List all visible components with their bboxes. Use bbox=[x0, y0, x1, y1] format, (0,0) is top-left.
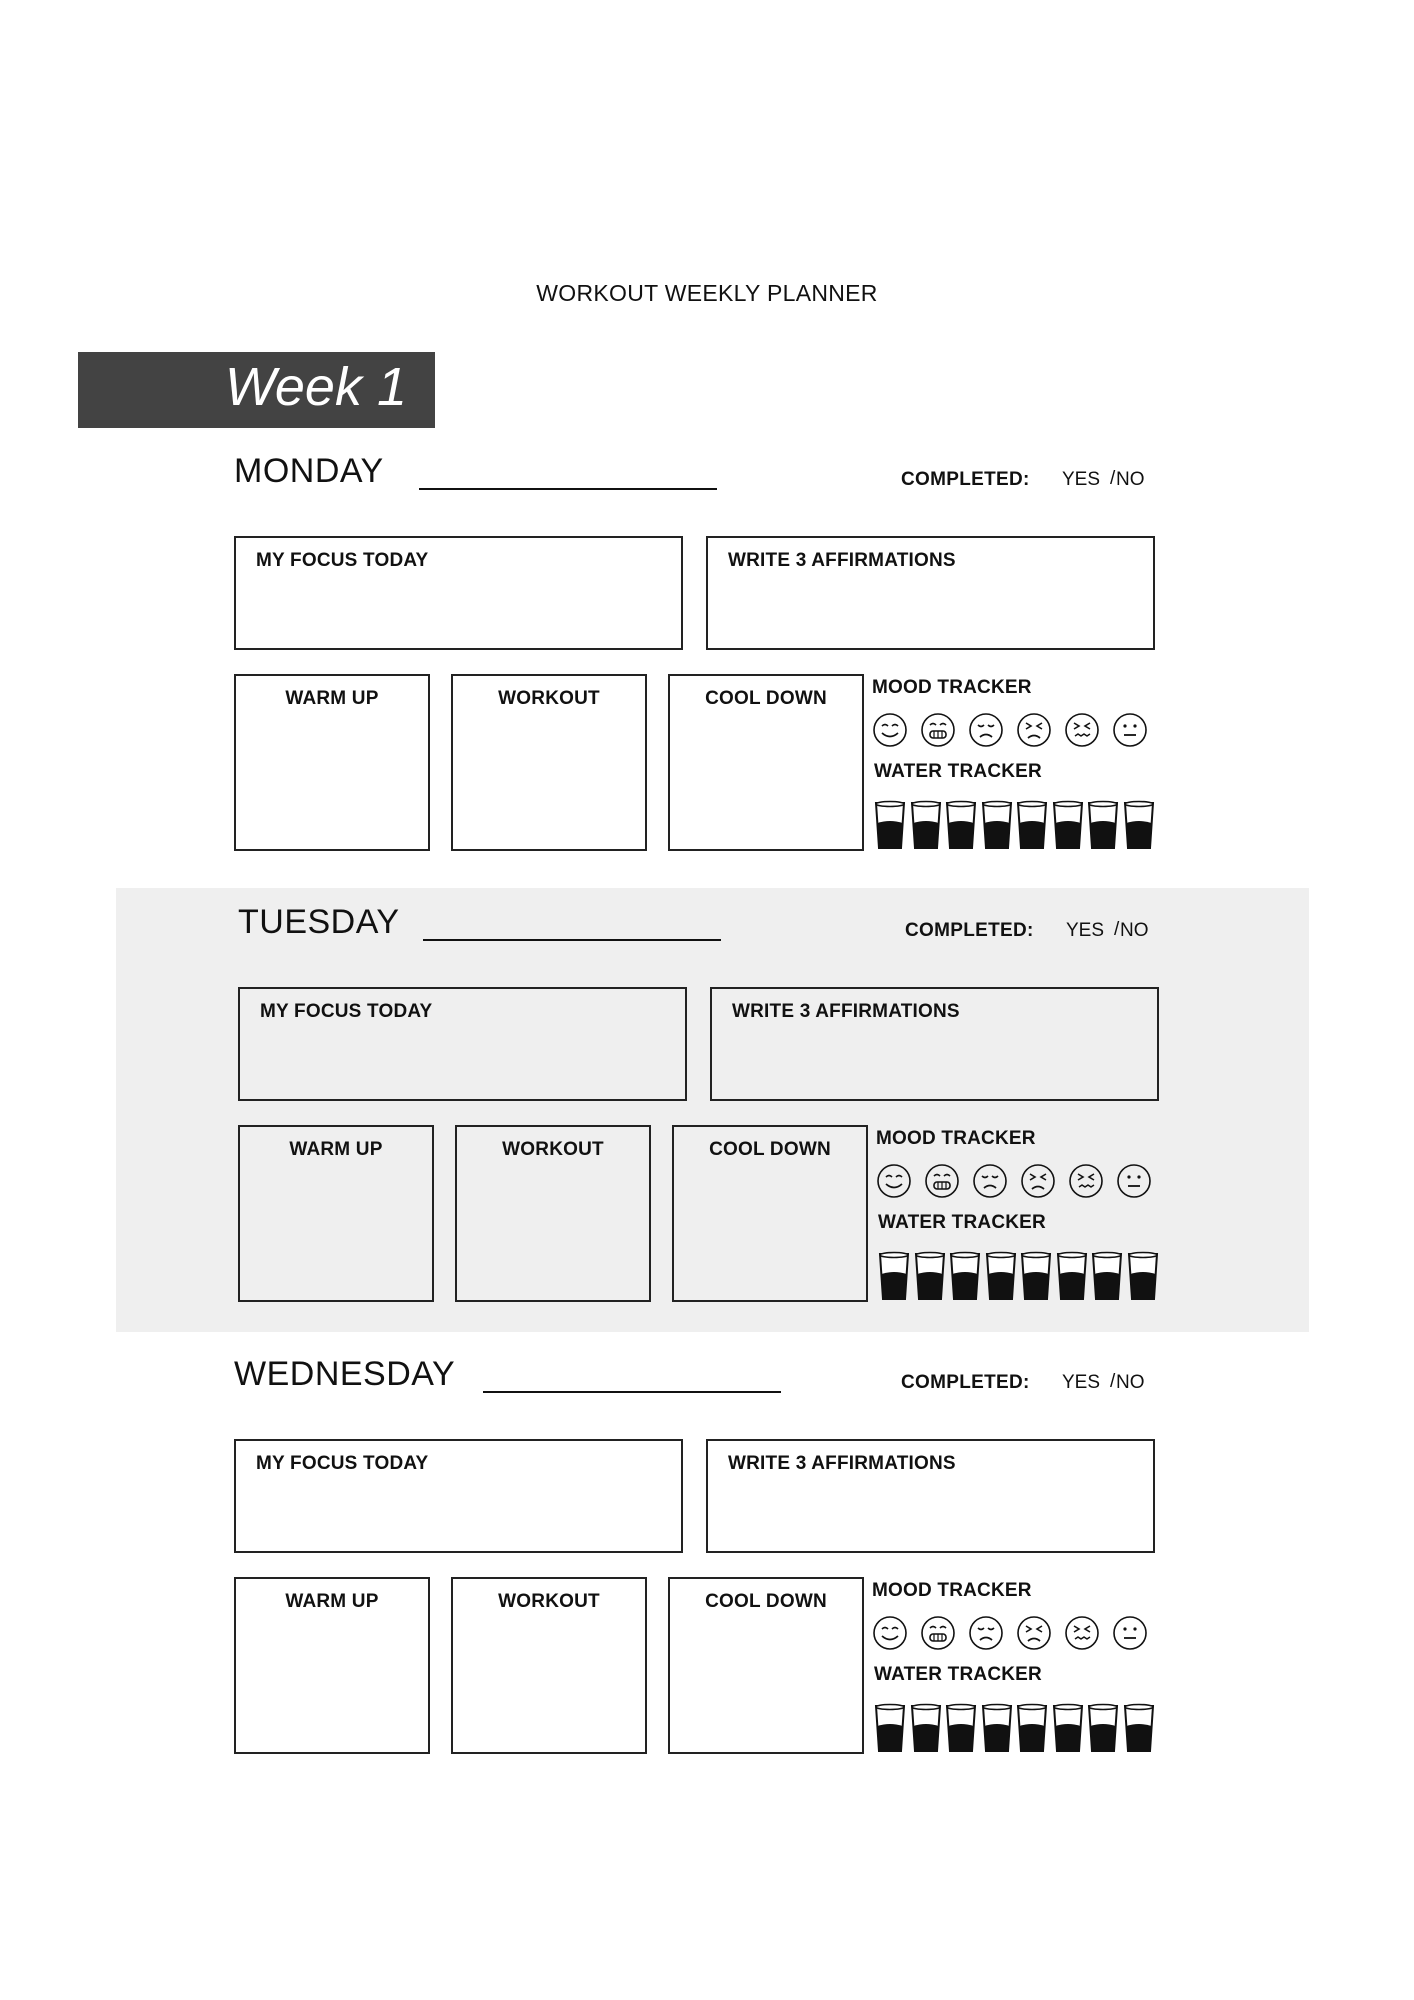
water-tracker bbox=[874, 799, 1164, 851]
day-name: WEDNESDAY bbox=[234, 1355, 456, 1393]
water-glass-icon[interactable] bbox=[1020, 1250, 1052, 1302]
grin-icon[interactable] bbox=[920, 1615, 956, 1651]
week-banner bbox=[78, 352, 435, 428]
warm-up-label: WARM UP bbox=[285, 688, 379, 709]
cool-down-label: COOL DOWN bbox=[709, 1139, 831, 1160]
completed-separator: / bbox=[1114, 919, 1120, 940]
day-section-monday bbox=[234, 452, 1194, 852]
water-tracker-label: WATER TRACKER bbox=[874, 761, 1042, 782]
cool-down-box[interactable] bbox=[668, 1577, 864, 1754]
day-section-wednesday bbox=[234, 1355, 1194, 1755]
water-glass-icon[interactable] bbox=[1052, 1702, 1084, 1754]
completed-separator: / bbox=[1110, 468, 1116, 489]
smile-icon[interactable] bbox=[872, 1615, 908, 1651]
sad-icon[interactable] bbox=[972, 1163, 1008, 1199]
cool-down-label: COOL DOWN bbox=[705, 1591, 827, 1612]
completed-no-option[interactable]: NO bbox=[1120, 920, 1149, 941]
water-glass-icon[interactable] bbox=[1052, 799, 1084, 851]
neutral-icon[interactable] bbox=[1112, 712, 1148, 748]
focus-label: MY FOCUS TODAY bbox=[256, 550, 429, 571]
completed-yes-option[interactable]: YES bbox=[1062, 1372, 1101, 1393]
water-glass-icon[interactable] bbox=[878, 1250, 910, 1302]
completed-yes-option[interactable]: YES bbox=[1066, 920, 1105, 941]
mood-tracker-label: MOOD TRACKER bbox=[872, 1580, 1032, 1601]
affirmations-box[interactable] bbox=[706, 1439, 1155, 1553]
focus-box[interactable] bbox=[234, 536, 683, 650]
water-glass-icon[interactable] bbox=[945, 1702, 977, 1754]
water-glass-icon[interactable] bbox=[985, 1250, 1017, 1302]
water-glass-icon[interactable] bbox=[945, 799, 977, 851]
smile-icon[interactable] bbox=[876, 1163, 912, 1199]
affirmations-label: WRITE 3 AFFIRMATIONS bbox=[728, 1453, 956, 1474]
planner-title: WORKOUT WEEKLY PLANNER bbox=[536, 280, 878, 306]
completed-label: COMPLETED: bbox=[901, 1372, 1030, 1393]
water-glass-icon[interactable] bbox=[1016, 1702, 1048, 1754]
water-tracker bbox=[878, 1250, 1168, 1302]
cool-down-label: COOL DOWN bbox=[705, 688, 827, 709]
completed-label: COMPLETED: bbox=[901, 469, 1030, 490]
squint-icon[interactable] bbox=[1064, 712, 1100, 748]
date-line[interactable] bbox=[483, 1391, 781, 1393]
neutral-icon[interactable] bbox=[1112, 1615, 1148, 1651]
smile-icon[interactable] bbox=[872, 712, 908, 748]
water-glass-icon[interactable] bbox=[910, 1702, 942, 1754]
completed-no-option[interactable]: NO bbox=[1116, 469, 1145, 490]
squint-icon[interactable] bbox=[1068, 1163, 1104, 1199]
water-glass-icon[interactable] bbox=[981, 1702, 1013, 1754]
completed-label: COMPLETED: bbox=[905, 920, 1034, 941]
water-glass-icon[interactable] bbox=[874, 799, 906, 851]
workout-label: WORKOUT bbox=[502, 1139, 604, 1160]
workout-box[interactable] bbox=[455, 1125, 651, 1302]
water-glass-icon[interactable] bbox=[981, 799, 1013, 851]
affirmations-label: WRITE 3 AFFIRMATIONS bbox=[728, 550, 956, 571]
affirmations-box[interactable] bbox=[710, 987, 1159, 1101]
workout-label: WORKOUT bbox=[498, 1591, 600, 1612]
week-label: Week 1 bbox=[224, 357, 407, 417]
focus-label: MY FOCUS TODAY bbox=[260, 1001, 433, 1022]
mood-tracker-label: MOOD TRACKER bbox=[872, 677, 1032, 698]
mood-tracker bbox=[872, 1615, 1162, 1651]
cool-down-box[interactable] bbox=[668, 674, 864, 851]
day-name: TUESDAY bbox=[238, 903, 400, 941]
warm-up-label: WARM UP bbox=[285, 1591, 379, 1612]
date-line[interactable] bbox=[423, 939, 721, 941]
water-glass-icon[interactable] bbox=[1016, 799, 1048, 851]
sad-icon[interactable] bbox=[968, 712, 1004, 748]
warm-up-box[interactable] bbox=[238, 1125, 434, 1302]
neutral-icon[interactable] bbox=[1116, 1163, 1152, 1199]
water-glass-icon[interactable] bbox=[949, 1250, 981, 1302]
focus-label: MY FOCUS TODAY bbox=[256, 1453, 429, 1474]
water-glass-icon[interactable] bbox=[1123, 1702, 1155, 1754]
completed-yes-option[interactable]: YES bbox=[1062, 469, 1101, 490]
day-name: MONDAY bbox=[234, 452, 384, 490]
day-section-tuesday bbox=[238, 903, 1198, 1303]
water-glass-icon[interactable] bbox=[874, 1702, 906, 1754]
date-line[interactable] bbox=[419, 488, 717, 490]
water-glass-icon[interactable] bbox=[1056, 1250, 1088, 1302]
frustrated-icon[interactable] bbox=[1016, 1615, 1052, 1651]
warm-up-box[interactable] bbox=[234, 1577, 430, 1754]
water-tracker bbox=[874, 1702, 1164, 1754]
grin-icon[interactable] bbox=[924, 1163, 960, 1199]
cool-down-box[interactable] bbox=[672, 1125, 868, 1302]
mood-tracker-label: MOOD TRACKER bbox=[876, 1128, 1036, 1149]
warm-up-label: WARM UP bbox=[289, 1139, 383, 1160]
mood-tracker bbox=[876, 1163, 1166, 1199]
water-glass-icon[interactable] bbox=[1127, 1250, 1159, 1302]
completed-no-option[interactable]: NO bbox=[1116, 1372, 1145, 1393]
squint-icon[interactable] bbox=[1064, 1615, 1100, 1651]
frustrated-icon[interactable] bbox=[1016, 712, 1052, 748]
water-glass-icon[interactable] bbox=[1087, 1702, 1119, 1754]
workout-label: WORKOUT bbox=[498, 688, 600, 709]
frustrated-icon[interactable] bbox=[1020, 1163, 1056, 1199]
water-tracker-label: WATER TRACKER bbox=[874, 1664, 1042, 1685]
completed-separator: / bbox=[1110, 1371, 1116, 1392]
water-tracker-label: WATER TRACKER bbox=[878, 1212, 1046, 1233]
affirmations-label: WRITE 3 AFFIRMATIONS bbox=[732, 1001, 960, 1022]
workout-box[interactable] bbox=[451, 674, 647, 851]
workout-box[interactable] bbox=[451, 1577, 647, 1754]
mood-tracker bbox=[872, 712, 1162, 748]
focus-box[interactable] bbox=[238, 987, 687, 1101]
affirmations-box[interactable] bbox=[706, 536, 1155, 650]
focus-box[interactable] bbox=[234, 1439, 683, 1553]
water-glass-icon[interactable] bbox=[1123, 799, 1155, 851]
water-glass-icon[interactable] bbox=[1091, 1250, 1123, 1302]
water-glass-icon[interactable] bbox=[1087, 799, 1119, 851]
grin-icon[interactable] bbox=[920, 712, 956, 748]
warm-up-box[interactable] bbox=[234, 674, 430, 851]
water-glass-icon[interactable] bbox=[910, 799, 942, 851]
sad-icon[interactable] bbox=[968, 1615, 1004, 1651]
water-glass-icon[interactable] bbox=[914, 1250, 946, 1302]
